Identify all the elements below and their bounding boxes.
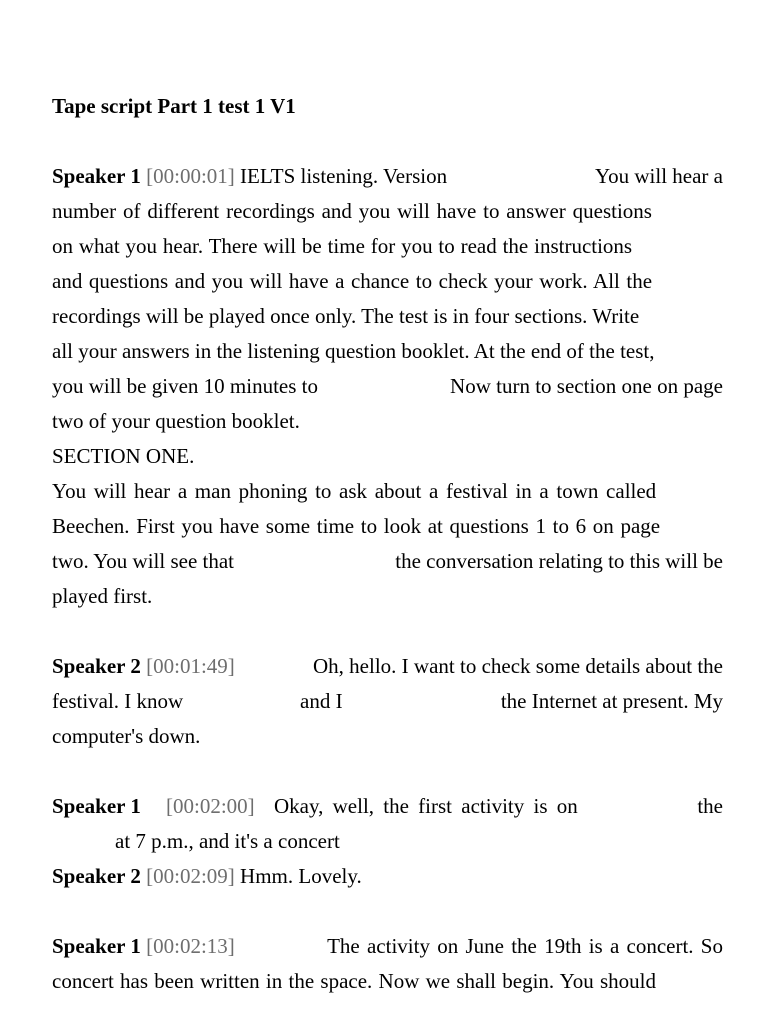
timestamp: [00:01:49] xyxy=(146,654,235,678)
transcript-text: Oh, hello. I want to check some details about the xyxy=(313,654,723,678)
transcript-text: recordings will be played once only. The test is in four sections. Write xyxy=(52,304,640,328)
timestamp: [00:02:09] xyxy=(146,864,235,888)
transcript-text: all your answers in the listening question booklet. At the end of the test, xyxy=(52,339,655,363)
document-title: Tape script Part 1 test 1 V1 xyxy=(52,94,296,118)
transcript-text: You will hear a xyxy=(595,164,723,188)
transcript-line xyxy=(52,929,723,964)
transcript-text: the Internet at present. My xyxy=(500,689,723,713)
transcript-text: the xyxy=(697,794,723,818)
transcript-text: Okay, well, the first activity is on xyxy=(274,794,578,818)
transcript-line xyxy=(52,509,723,544)
transcript-line xyxy=(52,369,723,404)
transcript-text: and questions and you will have a chance to check your work. All the xyxy=(52,269,653,293)
transcript-line xyxy=(52,299,723,334)
transcript-text: computer's down. xyxy=(52,724,201,748)
transcript-text: at 7 p.m., and it's a concert xyxy=(115,829,340,853)
speaker-label: Speaker 2 xyxy=(52,864,141,888)
transcript-line xyxy=(52,334,723,369)
transcript-line xyxy=(52,404,723,439)
transcript-text: Beechen. First you have some time to look at questions 1 to 6 on page xyxy=(52,514,661,538)
transcript-line xyxy=(52,789,723,824)
transcript-text: and I xyxy=(300,689,343,713)
speaker-label: Speaker 1 xyxy=(52,164,141,188)
transcript-line xyxy=(52,229,723,264)
transcript-line xyxy=(52,579,723,614)
section-heading xyxy=(52,439,723,474)
transcript-text: festival. I know xyxy=(52,689,184,713)
transcript-text: the conversation relating to this will be xyxy=(395,549,723,573)
transcript-line xyxy=(52,194,723,229)
transcript-text: IELTS listening. Version xyxy=(240,164,448,188)
speaker-label: Speaker 1 xyxy=(52,934,141,958)
transcript-line xyxy=(52,859,723,894)
speaker-label: Speaker 2 xyxy=(52,654,141,678)
transcript-text: played first. xyxy=(52,584,153,608)
transcript-line xyxy=(52,719,723,754)
timestamp: [00:02:00] xyxy=(166,794,255,818)
transcript-line xyxy=(52,964,723,999)
transcript-text: The activity on June the 19th is a concert. So xyxy=(327,934,723,958)
timestamp: [00:00:01] xyxy=(146,164,235,188)
transcript-line xyxy=(52,159,723,194)
transcript-text: two. You will see that xyxy=(52,549,235,573)
transcript-line xyxy=(52,824,723,859)
transcript-line xyxy=(52,684,723,719)
transcript-text: Now turn to section one on page xyxy=(450,374,723,398)
transcript-line xyxy=(52,649,723,684)
transcript-line xyxy=(52,264,723,299)
transcript-text: SECTION ONE. xyxy=(52,444,195,468)
timestamp: [00:02:13] xyxy=(146,934,235,958)
speaker-label: Speaker 1 xyxy=(52,794,141,818)
transcript-text: on what you hear. There will be time for you to read the instructions xyxy=(52,234,633,258)
transcript-text: number of different recordings and you will have to answer questions xyxy=(52,199,652,223)
transcript-line xyxy=(52,544,723,579)
transcript-text: two of your question booklet. xyxy=(52,409,300,433)
transcript-text: You will hear a man phoning to ask about a festival in a town called xyxy=(52,479,657,503)
transcript-text: Hmm. Lovely. xyxy=(240,864,362,888)
transcript-line xyxy=(52,474,723,509)
transcript-text: concert has been written in the space. Now we shall begin. You should xyxy=(52,969,656,993)
transcript-text: you will be given 10 minutes to xyxy=(52,374,318,398)
